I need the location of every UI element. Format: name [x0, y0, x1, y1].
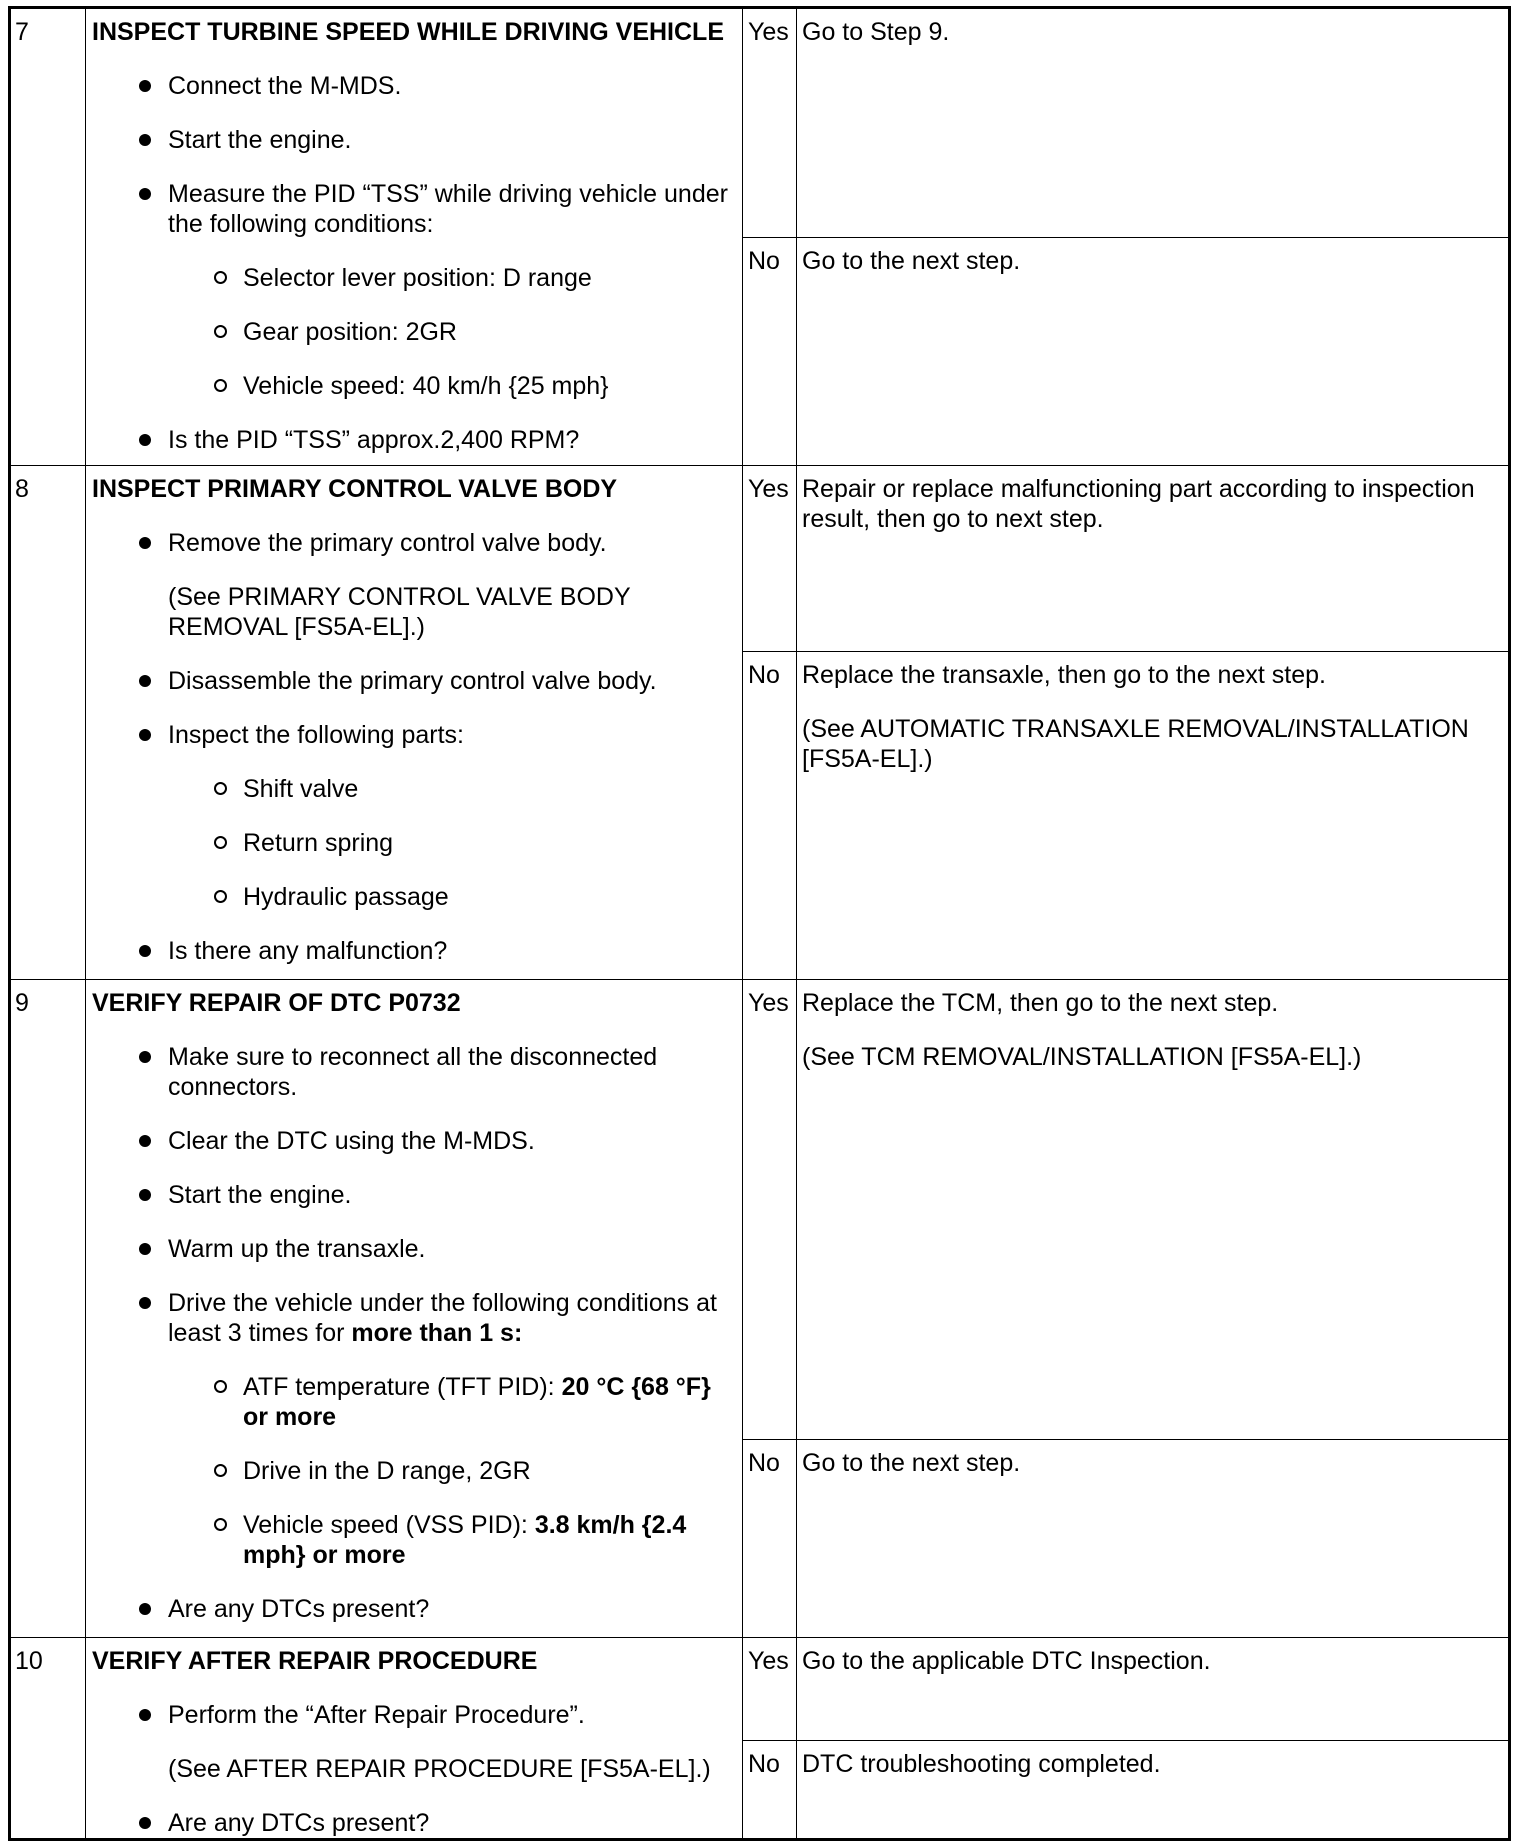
list-item [92, 179, 736, 401]
yes-label: Yes [743, 466, 797, 652]
yes-result: Go to the applicable DTC Inspection. [797, 1638, 1510, 1741]
step-bullet-list [92, 1700, 736, 1730]
reference-note: (See TCM REMOVAL/INSTALLATION [FS5A-EL].) [802, 1043, 1362, 1071]
condition-value: 20 °C {68 °F} or more [243, 1373, 711, 1431]
list-item: Vehicle speed: 40 km/h {25 mph} [92, 371, 736, 401]
list-item: Clear the DTC using the M-MDS. [92, 1126, 736, 1156]
step-bullet-list [92, 71, 736, 455]
no-label: No [743, 1741, 797, 1840]
no-result [797, 652, 1510, 980]
step-content [86, 8, 743, 466]
step-number: 7 [10, 8, 86, 466]
step-number: 8 [10, 466, 86, 980]
step-content [86, 466, 743, 980]
drive-text: Drive the vehicle under the following conditions at least 3 times for [168, 1289, 717, 1347]
yes-result-text: Replace the TCM, then go to the next step. [802, 989, 1279, 1017]
list-item [92, 1456, 736, 1486]
list-item: Make sure to reconnect all the disconnected connectors. [92, 1042, 736, 1102]
parts-list [92, 774, 736, 912]
list-item [92, 1288, 736, 1570]
list-item-text: Inspect the following parts: [168, 721, 464, 749]
reference-note: (See AFTER REPAIR PROCEDURE [FS5A-EL].) [168, 1755, 711, 1783]
question-item: Is the PID “TSS” approx.2,400 RPM? [92, 425, 736, 455]
condition-text: ATF temperature (TFT PID): [243, 1373, 562, 1401]
question-item: Are any DTCs present? [92, 1808, 736, 1838]
list-item: Start the engine. [92, 125, 736, 155]
question-item: Are any DTCs present? [92, 1594, 736, 1624]
no-label: No [743, 652, 797, 980]
condition-value: 3.8 km/h {2.4 mph} or more [243, 1511, 687, 1569]
reference-note: (See PRIMARY CONTROL VALVE BODY REMOVAL [FS5A-EL].) [168, 583, 631, 641]
condition-list [92, 1372, 736, 1570]
no-result: Go to the next step. [797, 1440, 1510, 1638]
step-title: VERIFY AFTER REPAIR PROCEDURE [92, 1647, 538, 1675]
list-item [92, 1372, 736, 1432]
list-item: Disassemble the primary control valve body. [92, 666, 736, 696]
step-7-row-yes [10, 8, 1510, 238]
list-item: Connect the M-MDS. [92, 71, 736, 101]
list-item: Start the engine. [92, 1180, 736, 1210]
yes-result [797, 980, 1510, 1440]
step-bullet-list [92, 528, 736, 558]
yes-label: Yes [743, 1638, 797, 1741]
yes-label: Yes [743, 8, 797, 238]
diagnostic-procedure-table [8, 6, 1511, 1841]
step-9-row-yes [10, 980, 1510, 1440]
list-item [92, 720, 736, 912]
yes-result: Go to Step 9. [797, 8, 1510, 238]
no-label: No [743, 1440, 797, 1638]
list-item: Shift valve [92, 774, 736, 804]
reference-note: (See AUTOMATIC TRANSAXLE REMOVAL/INSTALLATION [FS5A-EL].) [802, 715, 1469, 773]
list-item: Warm up the transaxle. [92, 1234, 736, 1264]
no-result-text: Replace the transaxle, then go to the next step. [802, 661, 1326, 689]
list-item: Remove the primary control valve body. [92, 528, 736, 558]
yes-result: Repair or replace malfunctioning part according to inspection result, then go to next step. [797, 466, 1510, 652]
step-title: INSPECT PRIMARY CONTROL VALVE BODY [92, 475, 618, 503]
step-8-row-yes [10, 466, 1510, 652]
list-item: Perform the “After Repair Procedure”. [92, 1700, 736, 1730]
list-item: Return spring [92, 828, 736, 858]
condition-list [92, 263, 736, 401]
step-bullet-list [92, 1042, 736, 1624]
no-label: No [743, 238, 797, 466]
drive-text-bold: more than 1 s: [351, 1319, 523, 1347]
step-bullet-list [92, 666, 736, 966]
question-item: Is there any malfunction? [92, 936, 736, 966]
step-number: 9 [10, 980, 86, 1638]
step-content [86, 1638, 743, 1840]
no-result: DTC troubleshooting completed. [797, 1741, 1510, 1840]
step-bullet-list [92, 1808, 736, 1838]
step-10-row-yes [10, 1638, 1510, 1741]
condition-text: Drive in the D range, 2GR [243, 1457, 531, 1485]
step-title: INSPECT TURBINE SPEED WHILE DRIVING VEHICLE [92, 18, 725, 46]
step-number: 10 [10, 1638, 86, 1840]
list-item: Gear position: 2GR [92, 317, 736, 347]
list-item: Selector lever position: D range [92, 263, 736, 293]
condition-text: Vehicle speed (VSS PID): [243, 1511, 535, 1539]
list-item-text: Measure the PID “TSS” while driving vehicle under the following conditions: [168, 180, 728, 238]
yes-label: Yes [743, 980, 797, 1440]
no-result: Go to the next step. [797, 238, 1510, 466]
step-title: VERIFY REPAIR OF DTC P0732 [92, 989, 461, 1017]
step-content [86, 980, 743, 1638]
list-item [92, 1510, 736, 1570]
list-item: Hydraulic passage [92, 882, 736, 912]
